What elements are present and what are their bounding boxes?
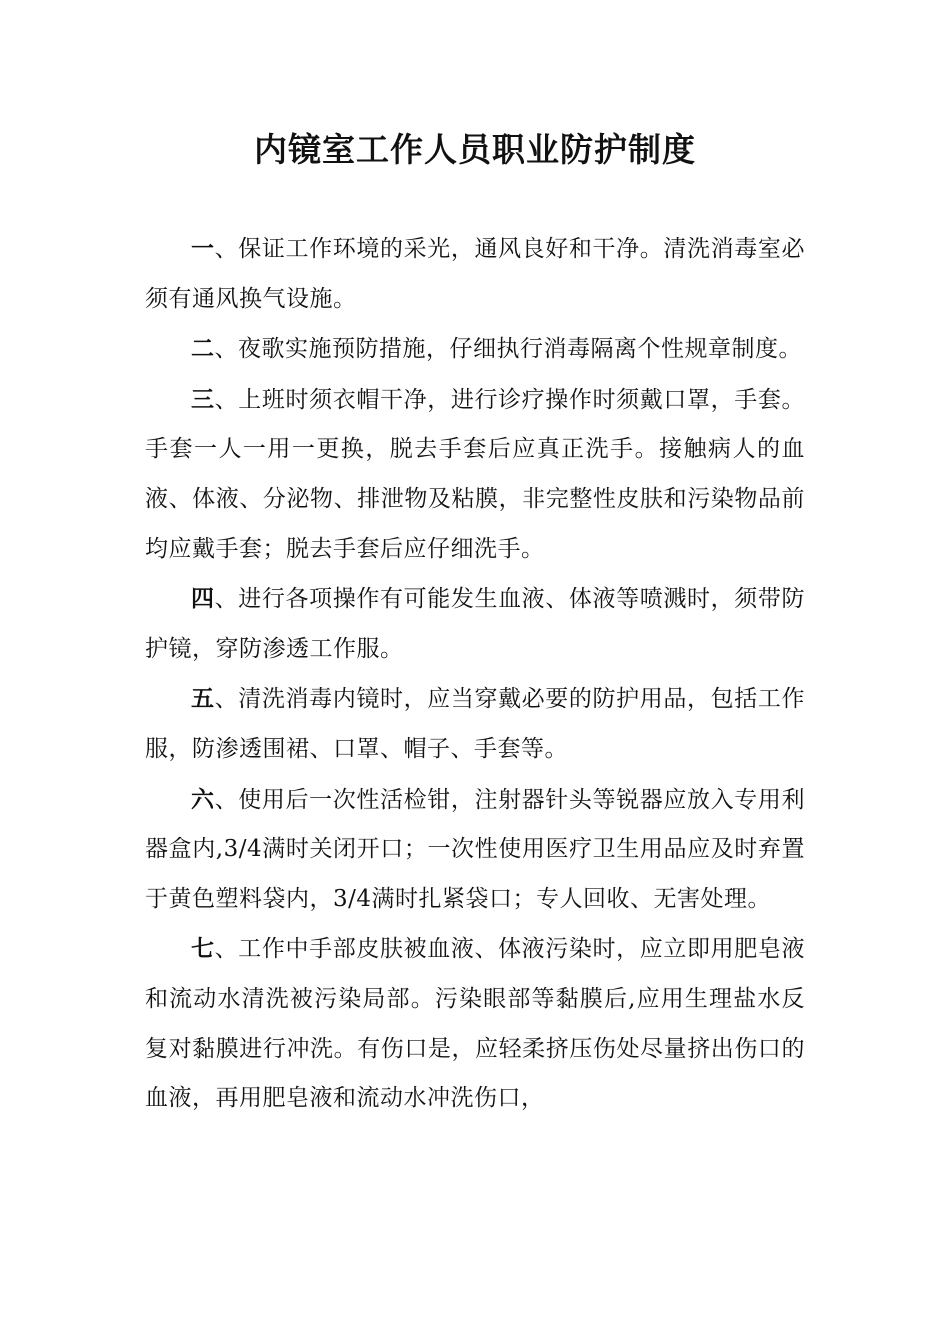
page-title: 内镜室工作人员职业防护制度 [254,130,696,169]
paragraph-4-number: 四 [191,585,215,613]
paragraph-5-number: 五 [191,685,215,713]
paragraph-1-number: 一 [191,235,215,262]
paragraph-5-text: 、清洗消毒内镜时，应当穿戴必要的防护用品，包括工作服，防渗透围裙、口罩、帽子、手套等。 [145,686,806,762]
paragraph-1 [145,224,805,324]
paragraph-7-number: 七 [191,935,215,963]
paragraph-7-text: 、工作中手部皮肤被血液、体液污染时，应立即用肥皂液和流动水清洗被污染局部。污染眼部等黏膜后,应用生理盐水反复对黏膜进行冲洗。有伤口是，应轻柔挤压伤处尽量挤出伤口的血液，再用肥皂液和流动水冲洗伤口， [145,936,806,1112]
paragraph-5 [145,674,805,774]
paragraph-3 [145,375,805,574]
paragraph-4 [145,574,805,674]
paragraph-7 [145,924,805,1123]
paragraph-1-text: 、保证工作环境的采光，通风良好和干净。清洗消毒室必须有通风换气设施。 [145,236,806,312]
paragraph-6 [145,775,805,925]
paragraph-4-text: 、进行各项操作有可能发生血液、体液等喷溅时，须带防护镜，穿防渗透工作服。 [145,586,806,662]
document-body [145,224,805,1124]
paragraph-2-text: 、夜歌实施预防措施，仔细执行消毒隔离个性规章制度。 [214,336,802,363]
paragraph-6-text: 、使用后一次性活检钳，注射器针头等锐器应放入专用利器盒内,3/4满时关闭开口；一次性使用医疗卫生用品应及时弃置于黄色塑料袋内，3/4满时扎紧袋口；专人回收、无害处理。 [145,786,806,912]
paragraph-3-number: 三 [191,385,215,413]
paragraph-3-text: 、上班时须衣帽干净，进行诊疗操作时须戴口罩，手套。手套一人一用一更换，脱去手套后应真正洗手。接触病人的血液、体液、分泌物、排泄物及粘膜，非完整性皮肤和污染物品前均应戴手套；脱去手套后应仔细洗手。 [145,386,806,562]
paragraph-2 [145,324,805,375]
paragraph-6-number: 六 [191,785,215,813]
paragraph-2-number: 二 [191,335,215,363]
